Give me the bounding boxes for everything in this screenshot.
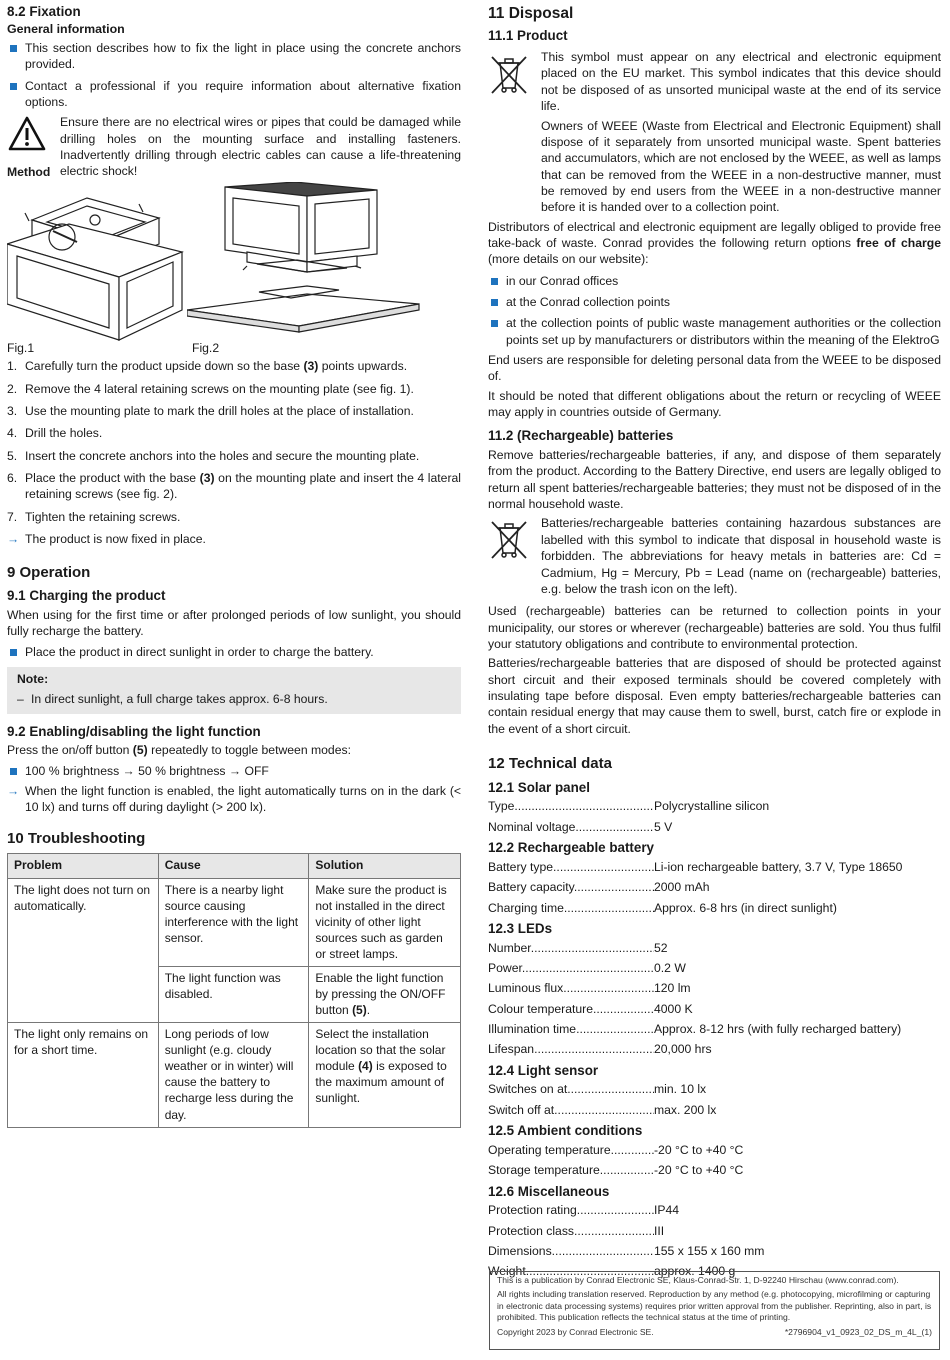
footer-publisher: This is a publication by Conrad Electronic SE, Klaus-Conrad-Str. 1, D-92240 Hirschau (www.conrad.com). (497, 1275, 899, 1285)
tech-key (488, 940, 654, 956)
troubleshooting-heading: 10 Troubleshooting (7, 829, 146, 847)
tech-key-text: Charging time (488, 900, 564, 915)
step-number: 7. (7, 509, 18, 524)
cause-cell: The light function was disabled. (158, 966, 309, 1022)
operation-heading: 9 Operation (7, 564, 91, 582)
dash-icon: – (17, 692, 24, 707)
footer-bottom (497, 1327, 932, 1338)
step-ref: (3) (199, 470, 215, 485)
step-text: Place the product with the base (25, 470, 200, 485)
tech-row (488, 1081, 941, 1097)
solution-text: Enable the light function by pressing the ON/OFF button (315, 970, 446, 1018)
step-text: Drill the holes. (25, 426, 103, 441)
tech-value: Approx. 8-12 hrs (with fully recharged battery) (654, 1022, 902, 1037)
result-text: The product is now fixed in place. (25, 532, 206, 546)
technical-data (488, 780, 941, 1280)
tech-row (488, 1021, 941, 1037)
tech-key (488, 1021, 654, 1037)
tech-value: min. 10 lx (654, 1082, 707, 1097)
step-result (7, 531, 461, 547)
tech-section-heading: 12.6 Miscellaneous (488, 1183, 610, 1199)
tech-key-text: Operating temperature (488, 1142, 611, 1157)
return-option-2: at the Conrad collection points (488, 294, 941, 310)
figure-1-image (7, 182, 187, 342)
table-header-row (8, 854, 461, 878)
tech-row (488, 1202, 941, 1218)
tech-value: approx. 1400 g (654, 1264, 736, 1279)
button-ref: (5) (132, 743, 148, 758)
countries-text: It should be noted that different obligations about the return or recycling of WEEE may apply in countries outside of Germany. (488, 388, 941, 419)
tech-key-text: Luminous flux (488, 981, 564, 996)
enable-text (7, 742, 461, 758)
footer-copyright: Copyright 2023 by Conrad Electronic SE. (497, 1326, 654, 1337)
tech-value: -20 °C to +40 °C (654, 1163, 744, 1178)
tech-row (488, 1041, 941, 1057)
note-item (17, 691, 451, 707)
tech-key-text: Battery capacity (488, 880, 574, 895)
tech-key-text: Number (488, 940, 531, 955)
step-text: points upwards. (318, 359, 408, 374)
step-number: 1. (7, 359, 18, 374)
solution-text: Select the installation location so that the solar module (315, 1027, 446, 1074)
product-heading: 11.1 Product (488, 28, 568, 44)
return-option-1: in our Conrad offices (488, 273, 941, 289)
distributors-text (488, 219, 941, 268)
distributors-text-a: Distributors of electrical and electronic equipment are legally obliged to provide free take-back of waste. Conrad provides the following return options (488, 219, 941, 250)
tech-row (488, 798, 941, 814)
tech-value: max. 200 lx (654, 1102, 717, 1117)
step-5 (7, 448, 461, 464)
step-7 (7, 509, 461, 525)
tech-value: Polycrystalline silicon (654, 799, 770, 814)
warning-icon (7, 114, 47, 154)
note-text: In direct sunlight, a full charge takes approx. 6-8 hours. (31, 692, 328, 707)
tech-value: III (654, 1223, 665, 1238)
tech-value: 155 x 155 x 160 mm (654, 1244, 765, 1259)
step-text: Use the mounting plate to mark the drill holes at the place of installation. (25, 403, 414, 418)
tech-value: 0.2 W (654, 961, 686, 975)
header-problem: Problem (8, 854, 159, 878)
distributors-text-c: (more details on our website): (488, 252, 649, 267)
tech-value: 5 V (654, 819, 673, 834)
weee-block (488, 49, 941, 215)
tech-key (488, 980, 654, 996)
tech-key (488, 1162, 654, 1178)
header-cause: Cause (158, 854, 309, 878)
tech-row (488, 1162, 941, 1178)
solution-text: . (366, 1003, 371, 1018)
charging-bullet: Place the product in direct sunlight in order to charge the battery. (7, 644, 461, 660)
tech-key (488, 879, 654, 895)
tech-section-heading: 12.3 LEDs (488, 920, 553, 936)
warning-text: Ensure there are no electrical wires or pipes that could be damaged while drilling holes on the mounting surface and installing fasteners. Inadvertently drilling through electric cables can cause a life-threatening electric shock! (60, 115, 461, 179)
disposal-heading: 11 Disposal (488, 5, 574, 22)
footer-rights: All rights including translation reserved. Reproduction by any method (e.g. photocopying, microfilming or capturing in electronic data processing systems) requires prior written approval from the publisher. Reprinting, also in part, is prohibited. This publication reflects the technical status at the time of printing. (497, 1289, 932, 1323)
module-ref: (4) (358, 1059, 373, 1074)
step-6 (7, 470, 461, 503)
tech-key (488, 900, 654, 916)
right-column (488, 0, 941, 1284)
crossed-bin-icon (488, 53, 530, 95)
tech-row (488, 940, 941, 956)
tech-section-heading: 12.2 Rechargeable battery (488, 840, 654, 856)
tech-row (488, 859, 941, 875)
enable-text-c: repeatedly to toggle between modes: (147, 743, 351, 758)
fixation-bullet-1: This section describes how to fix the light in place using the concrete anchors provided. (7, 40, 461, 73)
tech-key (488, 1223, 654, 1239)
step-3 (7, 403, 461, 419)
return-option-3: at the collection points of public waste management authorities or the collection points set up by manufacturers or distributors within the meaning of the ElektroG (488, 315, 941, 348)
batteries-heading: 11.2 (Rechargeable) batteries (488, 428, 674, 444)
tech-value: -20 °C to +40 °C (654, 1142, 744, 1157)
tech-value: 20,000 hrs (654, 1042, 712, 1057)
tech-key-text: Storage temperature (488, 1163, 600, 1178)
tech-value: 4000 K (654, 1001, 693, 1016)
product-text-1: This symbol must appear on any electrical and electronic equipment placed on the EU market. This symbol indicates that this device should not be disposed of as unsorted municipal waste at the end of its service life. (541, 50, 941, 114)
cause-cell: There is a nearby light source causing interference with the light sensor. (158, 878, 309, 966)
problem-cell: The light does not turn on automatically. (8, 878, 159, 1023)
warning-block (7, 114, 461, 180)
tech-key-text: Switches on at (488, 1082, 568, 1097)
charging-heading: 9.1 Charging the product (7, 588, 166, 604)
charging-text: When using for the first time or after prolonged periods of low sunlight, you should fully recharge the battery. (7, 607, 461, 639)
batteries-text-4: Batteries/rechargeable batteries that are disposed of should be protected against short circuit and their exposed terminals should be covered completely with insulating tape before disposal. Even empty batteries/rechargeable batteries can contain residual energy that may cause them to swell, burst, catch fire or explode in the event of a short circuit. (488, 656, 941, 736)
tech-section-heading: 12.1 Solar panel (488, 779, 590, 795)
general-info-heading: General information (7, 21, 125, 36)
tech-row (488, 819, 941, 835)
step-2 (7, 381, 461, 397)
tech-key-text: Weight (488, 1264, 526, 1279)
tech-row (488, 1223, 941, 1239)
fixation-bullet-2: Contact a professional if you require information about alternative fixation options. (7, 78, 461, 111)
technical-heading: 12 Technical data (488, 754, 612, 772)
figure-2-label: Fig.2 (192, 341, 220, 356)
figure-2-image (187, 182, 427, 342)
tech-section-heading: 12.5 Ambient conditions (488, 1123, 643, 1139)
arrow-icon: → (7, 532, 20, 546)
left-column (7, 0, 461, 1128)
battery-symbol-block (488, 515, 941, 597)
end-users-text: End users are responsible for deleting personal data from the WEEE to be disposed of. (488, 352, 941, 384)
tech-value: 2000 mAh (654, 880, 710, 895)
tech-key (488, 1041, 654, 1057)
tech-row (488, 1001, 941, 1017)
tech-key (488, 798, 654, 814)
product-text-2: Owners of WEEE (Waste from Electrical and Electronic Equipment) shall dispose of it separately from unsorted municipal waste. Spent batteries and accumulators, which are not enclosed by the WEEE, as well as lamps that can be removed from the WEEE in a non-destructive manner, must be removed by end users from the WEEE in a non-destructive manner before it is handed over to a collection point. (541, 118, 941, 215)
footer-box (489, 1271, 940, 1350)
step-text: Carefully turn the product upside down so the base (25, 359, 304, 374)
tech-section-heading: 12.4 Light sensor (488, 1062, 599, 1078)
free-of-charge: free of charge (856, 235, 941, 250)
tech-row (488, 1142, 941, 1158)
tech-row (488, 960, 941, 976)
figures (7, 182, 461, 356)
troubleshooting-table (7, 853, 461, 1127)
solution-text: is exposed to the maximum amount of sunlight. (315, 1059, 447, 1106)
table-row (8, 1023, 461, 1127)
tech-value: Li-ion rechargeable battery, 3.7 V, Type 18650 (654, 859, 903, 874)
tech-key (488, 859, 654, 875)
step-number: 3. (7, 403, 18, 418)
solution-cell (309, 1023, 461, 1127)
tech-value: 52 (654, 940, 668, 955)
crossed-bin-icon (488, 518, 530, 560)
tech-key-text: Protection class (488, 1223, 575, 1238)
tech-key-text: Lifespan (488, 1042, 535, 1057)
tech-key-text: Illumination time (488, 1022, 577, 1037)
step-number: 4. (7, 426, 18, 441)
enable-text-a: Press the on/off button (7, 743, 133, 758)
table-row (8, 878, 461, 966)
fixation-heading: 8.2 Fixation (7, 4, 81, 19)
note-label: Note: (17, 671, 49, 686)
tech-value: 120 lm (654, 981, 691, 996)
auto-text-content: When the light function is enabled, the light automatically turns on in the dark (< 10 lx) and turns off during daylight (> 200 lx). (25, 784, 461, 815)
tech-key (488, 1102, 654, 1118)
tech-key (488, 1001, 654, 1017)
enable-heading: 9.2 Enabling/disabling the light function (7, 723, 261, 739)
tech-key-text: Colour temperature (488, 1001, 593, 1016)
fixation-steps (7, 358, 461, 547)
tech-value: Approx. 6-8 hrs (in direct sunlight) (654, 900, 837, 915)
tech-key-text: Power (488, 961, 522, 975)
tech-key-text: Nominal voltage (488, 819, 576, 834)
step-number: 6. (7, 470, 18, 485)
solution-cell (309, 966, 461, 1022)
step-text: Insert the concrete anchors into the holes and secure the mounting plate. (25, 448, 420, 463)
note-box (7, 667, 461, 714)
tech-key-text: Protection rating (488, 1203, 577, 1218)
step-number: 2. (7, 381, 18, 396)
step-4 (7, 425, 461, 441)
method-label: Method (7, 165, 51, 180)
tech-key-text: Battery type (488, 859, 554, 874)
tech-key (488, 1081, 654, 1097)
tech-key (488, 960, 654, 976)
tech-row (488, 900, 941, 916)
batteries-text-2: Batteries/rechargeable batteries containing hazardous substances are labelled with this symbol to indicate that disposal in household waste is forbidden. The abbreviations for heavy metals in batteries are: Cd = Cadmium, Hg = Mercury, Pb = Lead (name on (rechargeable) batteries, e.g. below the trash icon on the left). (541, 516, 941, 596)
auto-text (7, 783, 461, 816)
step-text: Tighten the retaining screws. (25, 509, 181, 524)
batteries-text-1: Remove batteries/rechargeable batteries, if any, and dispose of them separately from the product. According to the Battery Directive, end users are legally obliged to return all spent batteries/rechargeable batteries; they must not be disposed of in the normal household waste. (488, 448, 941, 512)
tech-row (488, 879, 941, 895)
arrow-icon: → (7, 784, 20, 798)
tech-key-text: Dimensions (488, 1244, 552, 1259)
footer-doc-id: *2796904_v1_0923_02_DS_m_4L_(1) (784, 1326, 932, 1337)
tech-key-text: Type (488, 799, 515, 814)
tech-row (488, 1102, 941, 1118)
solution-cell: Make sure the product is not installed in the direct vicinity of other light sources such as garden or street lamps. (309, 878, 461, 966)
tech-key (488, 1202, 654, 1218)
cause-cell: Long periods of low sunlight (e.g. cloudy weather or in winter) will cause the battery to recharge less during the day. (158, 1023, 309, 1127)
tech-row (488, 1243, 941, 1259)
step-text: Remove the 4 lateral retaining screws on the mounting plate (see fig. 1). (25, 381, 414, 396)
tech-key-text: Switch off at (488, 1102, 555, 1117)
step-ref: (3) (303, 359, 319, 374)
step-text: on the mounting plate and insert the 4 lateral retaining screws (see fig. 2). (25, 470, 461, 502)
step-number: 5. (7, 448, 18, 463)
step-1 (7, 358, 461, 374)
tech-key (488, 1142, 654, 1158)
tech-key (488, 1243, 654, 1259)
button-ref: (5) (352, 1003, 367, 1018)
batteries-text-3: Used (rechargeable) batteries can be returned to collection points in your municipality, our stores or wherever (rechargeable) batteries are sold. You thus fulfil your statutory obligations and contribute to environmental protection. (488, 604, 941, 651)
tech-value: IP44 (654, 1203, 680, 1218)
figure-1-label: Fig.1 (7, 341, 35, 356)
tech-key (488, 819, 654, 835)
tech-row (488, 980, 941, 996)
problem-cell: The light only remains on for a short time. (8, 1023, 159, 1127)
modes-bullet: 100 % brightness → 50 % brightness → OFF (7, 763, 461, 779)
header-solution: Solution (309, 854, 461, 878)
